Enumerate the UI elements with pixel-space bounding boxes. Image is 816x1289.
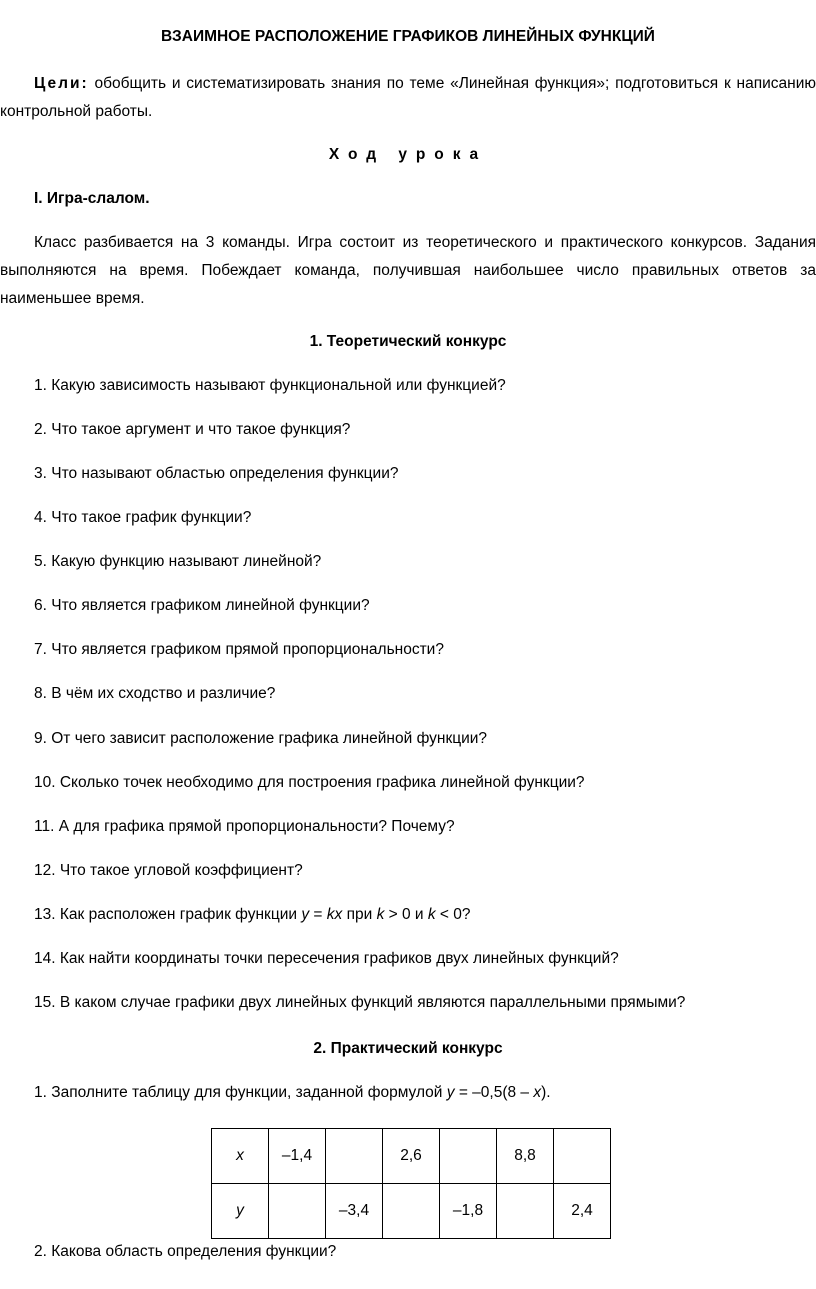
- table-row-y: [212, 1184, 611, 1239]
- practice-task-1: [34, 1084, 551, 1102]
- task1-pre: 1. Заполните таблицу для функции, заданной формулой: [34, 1084, 447, 1101]
- table-cell[interactable]: [326, 1129, 383, 1184]
- table-cell[interactable]: –3,4: [326, 1184, 383, 1239]
- table-cell[interactable]: 2,6: [383, 1129, 440, 1184]
- table-header-x: x: [212, 1129, 269, 1184]
- section1-title: I. Игра-слалом.: [34, 190, 150, 207]
- theory-question: 4. Что такое график функции?: [34, 509, 252, 526]
- goals-text: обобщить и систематизировать знания по теме «Линейная функция»; подготовиться к написанию контрольной работы.: [0, 75, 816, 120]
- goals-paragraph: [0, 70, 816, 126]
- theory-question: 8. В чём их сходство и различие?: [34, 685, 276, 702]
- theory-question-14: 14. Как найти координаты точки пересечения графиков двух линейных функций?: [34, 950, 619, 967]
- theory-question: 7. Что является графиком прямой пропорциональности?: [34, 641, 444, 658]
- table-cell[interactable]: 8,8: [497, 1129, 554, 1184]
- table-header-y: y: [212, 1184, 269, 1239]
- task1-mid: = –0,5(8 –: [454, 1084, 534, 1101]
- table-cell[interactable]: –1,8: [440, 1184, 497, 1239]
- section1-intro: Класс разбивается на 3 команды. Игра состоит из теоретического и практического конкурсов. Задания выполняются на время. Побеждает команда, получившая наибольшее число правильных ответов за наименьшее время.: [0, 234, 816, 307]
- table-cell[interactable]: [440, 1129, 497, 1184]
- q13-mid1: при: [342, 906, 377, 923]
- q13-post: < 0?: [435, 906, 471, 923]
- q13-k2: k: [427, 906, 436, 923]
- goals-label: Цели:: [34, 75, 89, 92]
- q13-k1: k: [376, 906, 385, 923]
- task1-y: y: [446, 1084, 455, 1101]
- theory-question: 11. А для графика прямой пропорциональности? Почему?: [34, 818, 455, 835]
- table-cell[interactable]: [269, 1184, 326, 1239]
- theory-question-15: 15. В каком случае графики двух линейных функций являются параллельными прямыми?: [34, 994, 686, 1011]
- theory-question: 9. От чего зависит расположение графика линейной функции?: [34, 730, 488, 747]
- theory-question: 10. Сколько точек необходимо для построения графика линейной функции?: [34, 774, 585, 791]
- document-title: ВЗАИМНОЕ РАСПОЛОЖЕНИЕ ГРАФИКОВ ЛИНЕЙНЫХ ФУНКЦИЙ: [161, 28, 655, 45]
- table-cell[interactable]: [554, 1129, 611, 1184]
- theory-question: 6. Что является графиком линейной функции?: [34, 597, 370, 614]
- table-cell[interactable]: [383, 1184, 440, 1239]
- theory-question: 2. Что такое аргумент и что такое функция?: [34, 421, 351, 438]
- table-cell[interactable]: –1,4: [269, 1129, 326, 1184]
- q13-pre: 13. Как расположен график функции: [34, 906, 302, 923]
- practice-task-2: 2. Какова область определения функции?: [34, 1243, 337, 1260]
- q13-kx: kx: [326, 906, 343, 923]
- table-row-x: [212, 1129, 611, 1184]
- theory-question: 3. Что называют областью определения функции?: [34, 465, 399, 482]
- table-cell[interactable]: 2,4: [554, 1184, 611, 1239]
- q13-eq: =: [309, 906, 327, 923]
- task1-post: ).: [541, 1084, 551, 1101]
- practice-heading: 2. Практический конкурс: [313, 1040, 503, 1057]
- q13-y: y: [301, 906, 310, 923]
- theory-question: 1. Какую зависимость называют функциональной или функцией?: [34, 377, 506, 394]
- theory-question: 12. Что такое угловой коэффициент?: [34, 862, 303, 879]
- task1-x: x: [533, 1084, 542, 1101]
- table-cell[interactable]: [497, 1184, 554, 1239]
- theory-heading: 1. Теоретический конкурс: [309, 333, 507, 350]
- theory-question-13: [34, 906, 471, 924]
- theory-question: 5. Какую функцию называют линейной?: [34, 553, 322, 570]
- q13-mid2: > 0 и: [384, 906, 428, 923]
- lesson-heading: Ход урока: [328, 146, 488, 163]
- values-table: [211, 1128, 611, 1239]
